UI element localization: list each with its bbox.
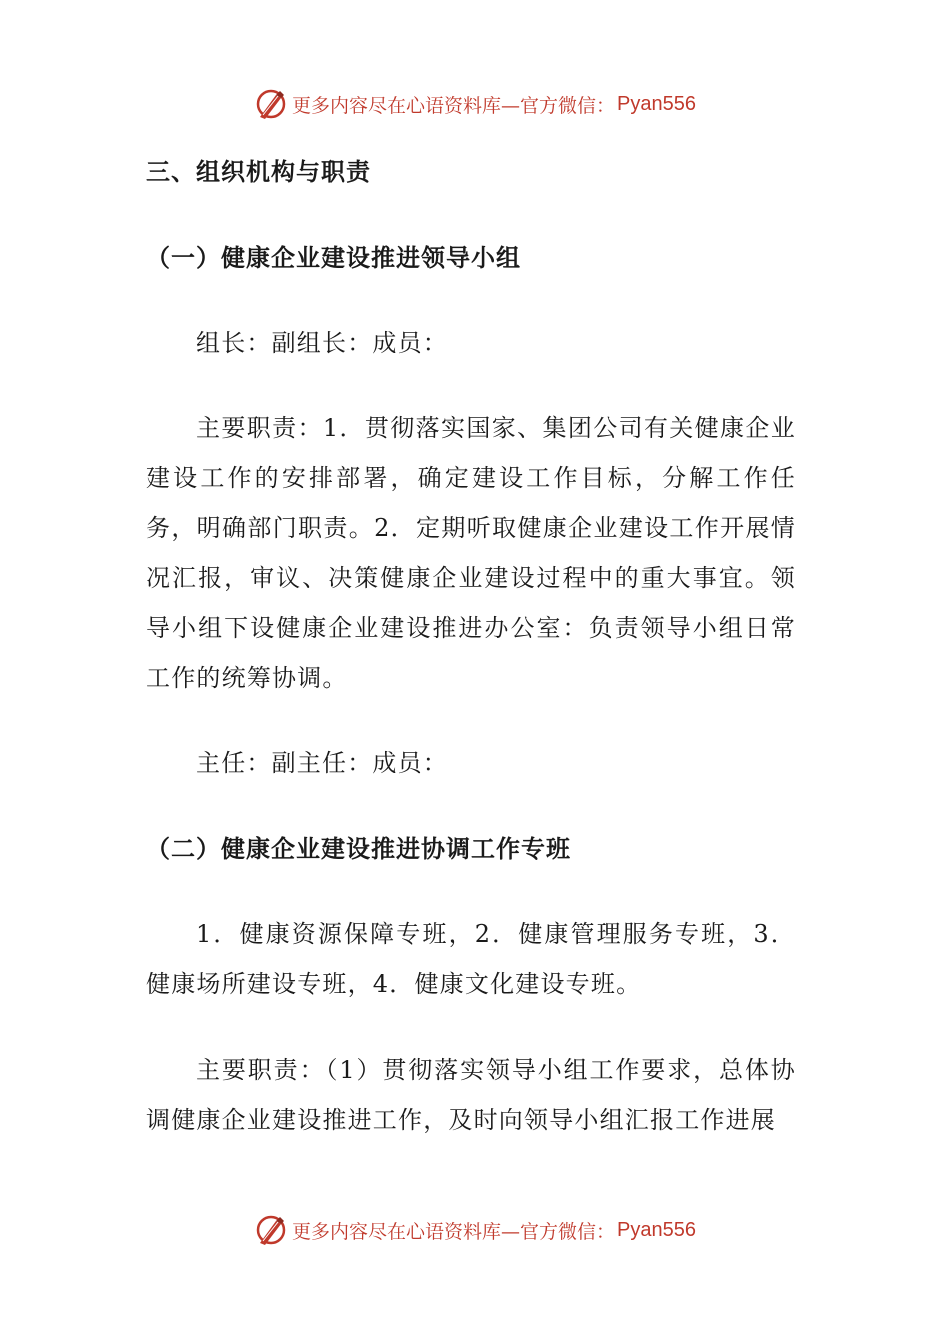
- subsection-2-title: （二）健康企业建设推进协调工作专班: [146, 834, 571, 863]
- header-banner: [0, 84, 950, 124]
- subsection-1-title: （一）健康企业建设推进领导小组: [146, 243, 521, 272]
- section-title: 三、组织机构与职责: [146, 157, 371, 186]
- banner-text: 更多内容尽在心语资料库—官方微信：: [292, 94, 616, 117]
- office-roles: 主任：副主任：成员：: [196, 749, 448, 777]
- banner-wechat-id: Pyan556: [617, 1218, 696, 1241]
- team-duties: 主要职责：（1）贯彻落实领导小组工作要求，总体协调健康企业建设推进工作，及时向领导小组汇报工作进展: [146, 1056, 796, 1134]
- pen-nib-logo-icon: [254, 1213, 288, 1247]
- pen-nib-logo-icon: [254, 87, 288, 121]
- banner-wechat-id: Pyan556: [617, 92, 696, 115]
- banner-text: 更多内容尽在心语资料库—官方微信：: [292, 1220, 616, 1243]
- leader-roles: 组长：副组长：成员：: [196, 329, 448, 357]
- leader-duties: 主要职责：1．贯彻落实国家、集团公司有关健康企业建设工作的安排部署，确定建设工作目标，分解工作任务，明确部门职责。2．定期听取健康企业建设工作开展情况汇报，审议、决策健康企业建设过程中的重大事宜。领导小组下设健康企业建设推进办公室：负责领导小组日常工作的统筹协调。: [146, 414, 796, 692]
- teams-list: 1．健康资源保障专班，2．健康管理服务专班，3．健康场所建设专班，4．健康文化建设专班。: [146, 920, 796, 998]
- footer-banner: [0, 1210, 950, 1250]
